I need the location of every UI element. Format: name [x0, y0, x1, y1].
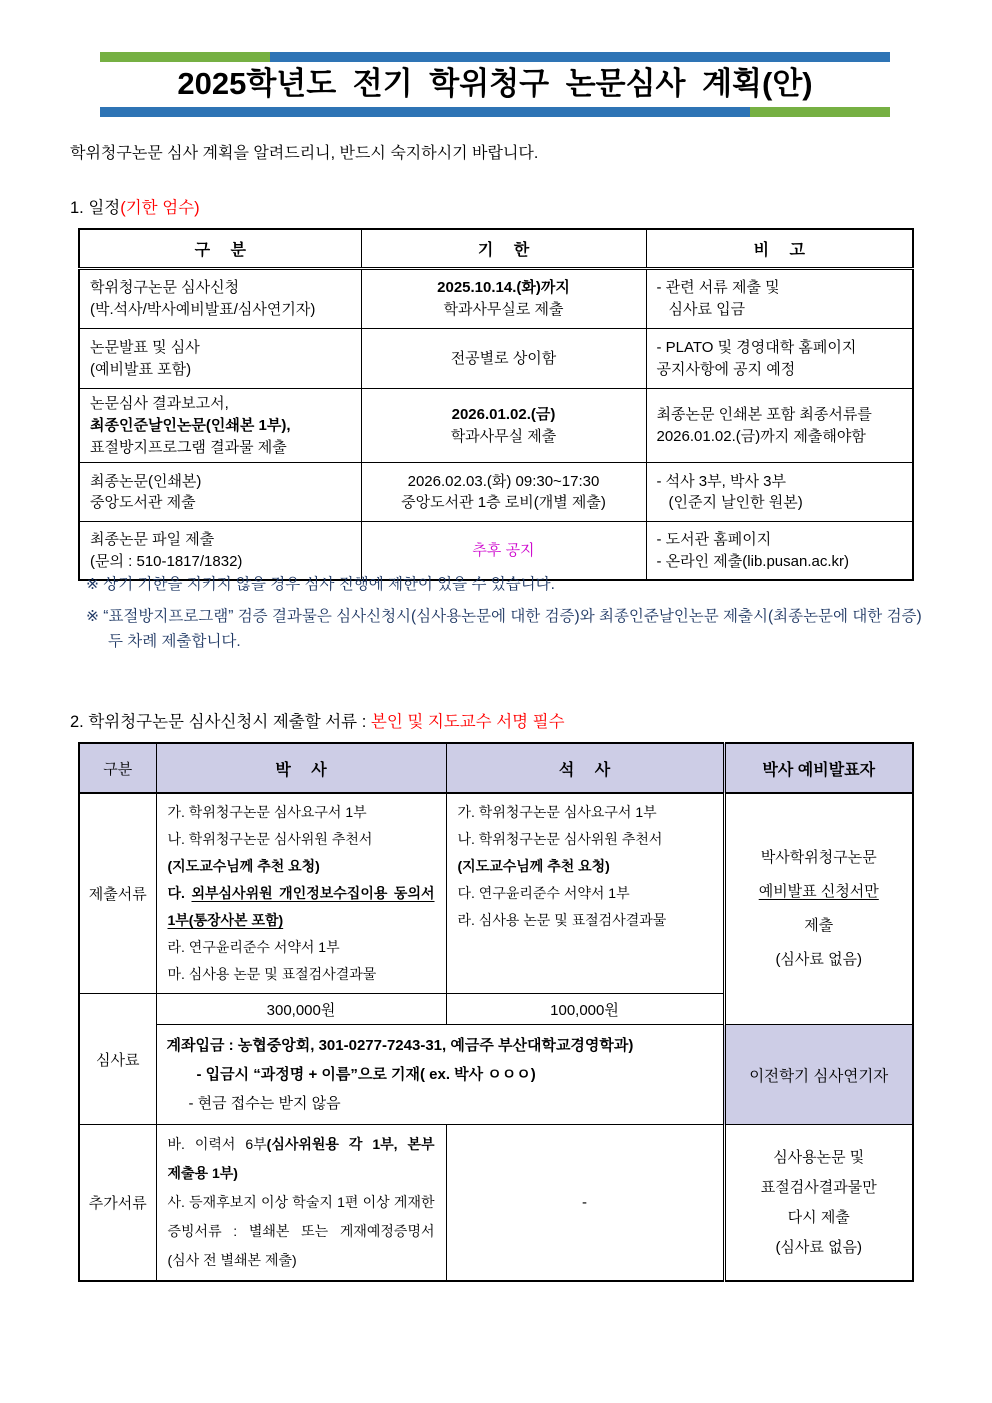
- extra-docs-doctor: [156, 1125, 446, 1282]
- cell-line: 박사학위청구논문: [760, 849, 877, 866]
- list-item-prefix: 다.: [167, 885, 192, 901]
- documents-header-category: 구분: [79, 743, 156, 793]
- schedule-row3-deadline: [361, 389, 646, 463]
- cell-line: 심사료 입금: [668, 301, 746, 318]
- list-item: 다. 연구윤리준수 서약서 1부: [457, 885, 630, 901]
- table-row: [79, 269, 913, 329]
- table-row: [79, 389, 913, 463]
- account-line: - 현금 접수는 받지 않음: [188, 1095, 341, 1112]
- cell-line: 2025.10.14.(화)까지: [437, 279, 570, 297]
- cell-line: 예비발표 신청서만: [758, 883, 879, 900]
- schedule-row2-category: [79, 329, 361, 389]
- table-row: [79, 329, 913, 389]
- section1-heading-text: 1. 일정: [70, 199, 121, 217]
- list-item-underlined: 외부심사위원 개인정보수집이용 동의서 1부(통장사본 포함): [167, 885, 435, 928]
- fee-master: 100,000원: [446, 994, 724, 1025]
- documents-header-row: [79, 743, 913, 793]
- schedule-row1-remark: [646, 269, 913, 329]
- section2-heading-text: 2. 학위청구논문 심사신청시 제출할 서류 :: [70, 713, 371, 731]
- list-item: 라. 연구윤리준수 서약서 1부: [167, 939, 340, 955]
- list-item: 마. 심사용 논문 및 표절검사결과물: [167, 966, 377, 982]
- documents-header-doctor: 박 사: [156, 743, 446, 793]
- list-item-text: 바. 이력서 6부: [167, 1136, 267, 1152]
- bar-segment-blue: [100, 107, 750, 117]
- schedule-row4-deadline: [361, 463, 646, 522]
- cell-line: 2026.01.02.(금)까지 제출해야함: [656, 427, 866, 445]
- deferred-reviewer-cell: 이전학기 심사연기자: [724, 1025, 913, 1125]
- cell-line: 학과사무실로 제출: [443, 301, 564, 318]
- schedule-header-row: [79, 229, 913, 269]
- list-item: (지도교수님께 추천 요청): [167, 858, 320, 874]
- table-row: [79, 1025, 913, 1125]
- schedule-row3-category: [79, 389, 361, 463]
- documents-header-master: 석 사: [446, 743, 724, 793]
- extra-docs-master: -: [446, 1125, 724, 1282]
- list-item: 나. 학위청구논문 심사위원 추천서: [457, 831, 663, 847]
- cell-line: 표절방지프로그램 결과물 제출: [90, 438, 287, 456]
- account-line: - 입금시 “과정명 + 이름”으로 기재( ex. 박사 ㅇㅇㅇ): [196, 1066, 536, 1083]
- cell-line: 중앙도서관 1층 로비(개별 제출): [401, 494, 606, 512]
- schedule-row3-remark: [646, 389, 913, 463]
- schedule-row1-deadline: [361, 269, 646, 329]
- footnote-2: ※ “표절방지프로그램” 검증 결과물은 심사신청시(심사용논문에 대한 검증)와 최종인준날인논문 제출시(최종논문에 대한 검증) 두 차례 제출합니다.: [86, 608, 922, 650]
- cell-line: 2026.01.02.(금): [451, 405, 556, 423]
- schedule-header-remark: 비 고: [646, 229, 913, 269]
- cell-line: 제출: [804, 917, 834, 934]
- cell-line: 최종논문 파일 제출: [90, 530, 215, 548]
- list-item: 라. 심사용 논문 및 표절검사결과물: [457, 912, 667, 928]
- cell-line: - 관련 서류 제출 및: [656, 279, 780, 297]
- cell-line: 전공별로 상이함: [450, 349, 557, 367]
- bar-segment-green: [750, 107, 890, 117]
- prelim-presenter-cell: [724, 793, 913, 1025]
- account-line: 계좌입금 : 농협중앙회, 301-0277-7243-31, 예금주 부산대학교경영학과): [166, 1037, 634, 1054]
- notice-later-text: 추후 공지: [472, 541, 535, 559]
- cell-line: 최종인준날인논문(인쇄본 1부),: [90, 416, 291, 434]
- cell-line: 2026.02.03.(화) 09:30~17:30: [407, 472, 600, 490]
- schedule-header-deadline: 기 한: [361, 229, 646, 269]
- cell-line: 최종논문(인쇄본): [90, 472, 202, 490]
- schedule-table: [78, 228, 914, 581]
- submit-docs-label: 제출서류: [79, 793, 156, 994]
- submit-docs-doctor: [156, 793, 446, 994]
- documents-table: [78, 742, 914, 1282]
- section2-heading: [70, 708, 565, 732]
- footnote-1: ※ 상기 기한을 지키지 않을 경우 심사 진행에 제한이 있을 수 있습니다.: [86, 576, 555, 593]
- cell-line: (예비발표 포함): [90, 360, 192, 378]
- cell-line: (문의 : 510-1817/1832): [90, 552, 243, 570]
- schedule-header-category: 구 분: [79, 229, 361, 269]
- table-row: [79, 793, 913, 994]
- schedule-row2-deadline: [361, 329, 646, 389]
- list-item-bold: (심사위원용 각 1부, 본부 제출용 1부): [167, 1136, 435, 1181]
- intro-text: 학위청구논문 심사 계획을 알려드리니, 반드시 숙지하시기 바랍니다.: [70, 145, 539, 162]
- cell-line: 표절검사결과물만: [760, 1178, 877, 1196]
- cell-line: 논문발표 및 심사: [90, 338, 200, 356]
- cell-line: (심사료 없음): [775, 951, 863, 968]
- section1-heading-emphasis: (기한 엄수): [120, 199, 200, 217]
- list-item: 사. 등재후보지 이상 학술지 1편 이상 게재한 증빙서류 : 별쇄본 또는 게재예정증명서(심사 전 별쇄본 제출): [167, 1194, 435, 1268]
- submit-docs-master: [446, 793, 724, 994]
- cell-line: - 온라인 제출(lib.pusan.ac.kr): [656, 552, 849, 570]
- table-row: [79, 463, 913, 522]
- list-item: [168, 880, 435, 934]
- cell-line: 심사용논문 및: [773, 1148, 865, 1166]
- list-item: [168, 1130, 435, 1188]
- fee-account-cell: [156, 1025, 724, 1125]
- list-item: 가. 학위청구논문 심사요구서 1부: [457, 804, 657, 820]
- cell-line: - PLATO 및 경영대학 홈페이지: [656, 338, 857, 356]
- cell-line: (심사료 없음): [775, 1238, 863, 1256]
- cell-line: (인준지 날인한 원본): [668, 494, 803, 512]
- section2-heading-emphasis: 본인 및 지도교수 서명 필수: [370, 713, 565, 731]
- schedule-row1-category: [79, 269, 361, 329]
- list-item: 나. 학위청구논문 심사위원 추천서: [167, 831, 373, 847]
- header-bar-bottom: [100, 107, 890, 117]
- list-item: (지도교수님께 추천 요청): [457, 858, 610, 874]
- list-item: 가. 학위청구논문 심사요구서 1부: [167, 804, 367, 820]
- page-title: 2025학년도 전기 학위청구 논문심사 계획(안): [177, 66, 813, 101]
- extra-docs-label: 추가서류: [79, 1125, 156, 1282]
- fee-label: 심사료: [79, 994, 156, 1125]
- resubmit-cell: [724, 1125, 913, 1282]
- documents-header-prelim: 박사 예비발표자: [724, 743, 913, 793]
- cell-line: 다시 제출: [787, 1208, 850, 1226]
- cell-line: 중앙도서관 제출: [90, 494, 196, 512]
- cell-line: - 도서관 홈페이지: [656, 530, 772, 548]
- cell-line: 논문심사 결과보고서,: [90, 395, 229, 412]
- schedule-row2-remark: [646, 329, 913, 389]
- cell-line: 공지사항에 공지 예정: [656, 360, 796, 378]
- schedule-row4-remark: [646, 463, 913, 522]
- cell-line: 최종논문 인쇄본 포함 최종서류를: [656, 405, 872, 423]
- schedule-row4-category: [79, 463, 361, 522]
- section1-heading: [70, 194, 200, 218]
- cell-line: 학과사무실 제출: [450, 427, 557, 445]
- fee-doctor: 300,000원: [156, 994, 446, 1025]
- cell-line: - 석사 3부, 박사 3부: [656, 472, 786, 490]
- cell-line: (박.석사/박사예비발표/심사연기자): [90, 301, 316, 318]
- table-row: [79, 1125, 913, 1282]
- cell-line: 학위청구논문 심사신청: [90, 279, 240, 297]
- footnotes: [86, 572, 932, 661]
